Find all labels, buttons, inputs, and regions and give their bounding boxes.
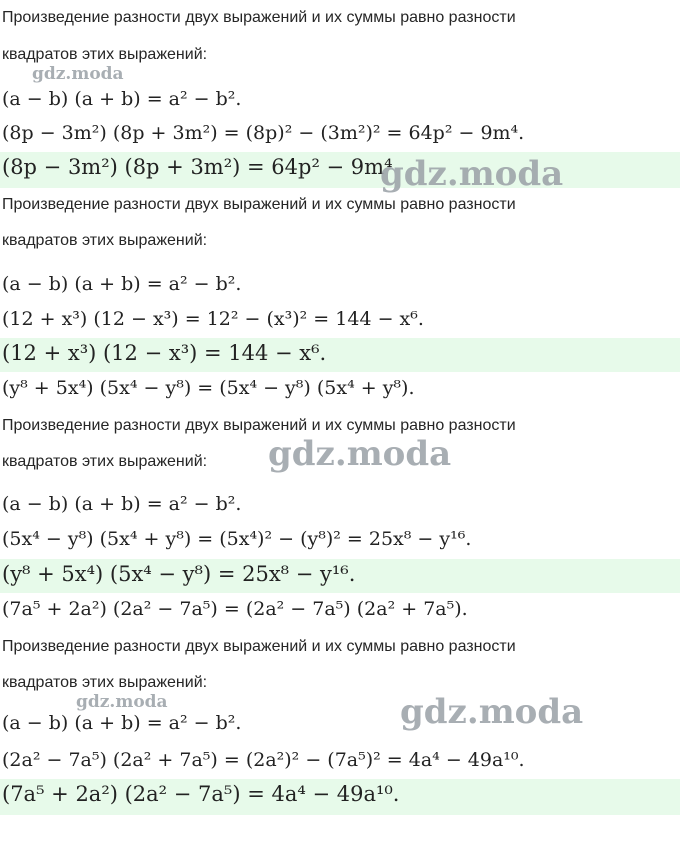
formula: (a − b) (a + b) = a² − b². xyxy=(2,273,242,295)
answer: (8p − 3m²) (8p + 3m²) = 64p² − 9m⁴ xyxy=(0,152,680,188)
intro-line-2: квадратов этих выражений: xyxy=(2,46,208,63)
step: (5x⁴ − y⁸) (5x⁴ + y⁸) = (5x⁴)² − (y⁸)² = 25x⁸ − y¹⁶. xyxy=(2,528,472,550)
step: (12 + x³) (12 − x³) = 12² − (x³)² = 144 − x⁶. xyxy=(2,308,424,330)
watermark-logo: gdz.moda xyxy=(76,692,168,712)
formula: (a − b) (a + b) = a² − b². xyxy=(2,493,242,515)
watermark-logo: gdz.moda xyxy=(400,692,584,732)
intro-line-2: квадратов этих выражений: xyxy=(2,453,208,470)
formula: (a − b) (a + b) = a² − b². xyxy=(2,88,242,110)
intro-line-1: Произведение разности двух выражений и их суммы равно разности xyxy=(2,9,516,26)
watermark-logo: gdz.moda xyxy=(380,154,564,194)
formula: (a − b) (a + b) = a² − b². xyxy=(2,712,242,734)
answer: (12 + x³) (12 − x³) = 144 − x⁶. xyxy=(0,338,680,372)
intro-line-1: Произведение разности двух выражений и их суммы равно разности xyxy=(2,638,516,655)
intro-line-2: квадратов этих выражений: xyxy=(2,674,208,691)
watermark-logo: gdz.moda xyxy=(268,434,452,474)
intro-line-1: Произведение разности двух выражений и их суммы равно разности xyxy=(2,417,516,434)
intro-line-2: квадратов этих выражений: xyxy=(2,232,208,249)
answer: (7a⁵ + 2a²) (2a² − 7a⁵) = 4a⁴ − 49a¹⁰. xyxy=(0,779,680,815)
watermark-logo: gdz.moda xyxy=(32,64,124,84)
step: (2a² − 7a⁵) (2a² + 7a⁵) = (2a²)² − (7a⁵)² = 4a⁴ − 49a¹⁰. xyxy=(2,749,525,771)
next-problem: (y⁸ + 5x⁴) (5x⁴ − y⁸) = (5x⁴ − y⁸) (5x⁴ + y⁸). xyxy=(2,377,415,399)
intro-line-1: Произведение разности двух выражений и их суммы равно разности xyxy=(2,196,516,213)
answer: (y⁸ + 5x⁴) (5x⁴ − y⁸) = 25x⁸ − y¹⁶. xyxy=(0,559,680,593)
step: (8p − 3m²) (8p + 3m²) = (8p)² − (3m²)² = 64p² − 9m⁴. xyxy=(2,122,525,144)
next-problem: (7a⁵ + 2a²) (2a² − 7a⁵) = (2a² − 7a⁵) (2a² + 7a⁵). xyxy=(2,598,468,620)
